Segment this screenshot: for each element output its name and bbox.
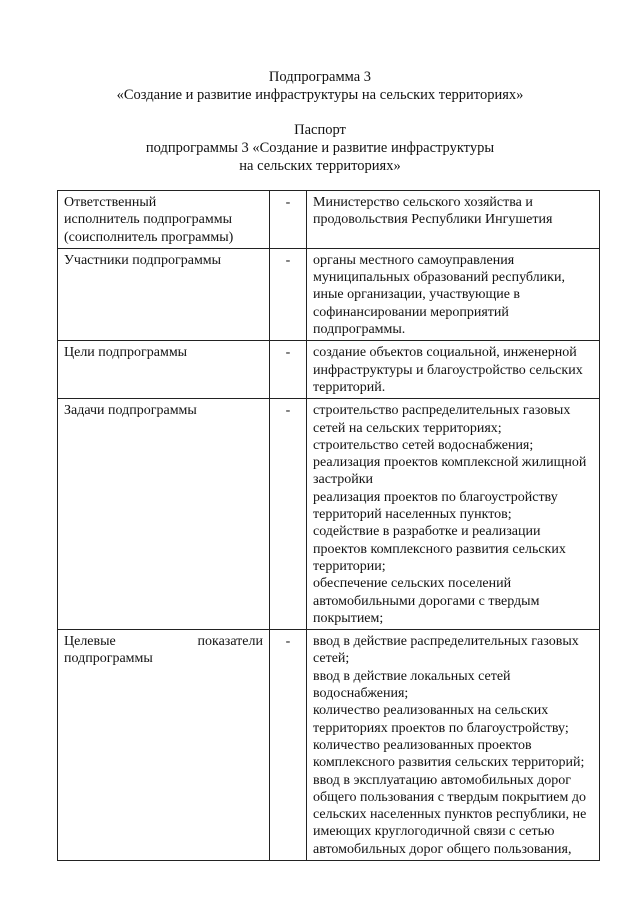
row-content-line: застройки	[313, 472, 374, 488]
dash-cell: -	[270, 341, 307, 399]
row-content-line: имеющих круглогодичной связи с сетью	[313, 824, 555, 840]
row-content-line: реализация проектов по благоустройству	[313, 489, 558, 505]
passport-table	[57, 190, 600, 861]
row-content-line: проектов комплексного развития сельских	[313, 541, 566, 557]
subprogram-heading	[0, 68, 640, 104]
row-content-line: обеспечение сельских поселений	[313, 576, 512, 592]
row-content-cell	[307, 399, 600, 630]
row-content-line: строительство распределительных газовых	[313, 403, 571, 419]
row-label-cell	[58, 191, 270, 249]
row-content-line: инфраструктуры и благоустройство сельских	[313, 362, 583, 378]
row-content-cell	[307, 191, 600, 249]
row-content-line: сетей;	[313, 651, 350, 667]
row-content-line: территориях проектов по благоустройству;	[313, 720, 569, 736]
row-content-line: реализация проектов комплексной жилищной	[313, 455, 587, 471]
row-content-line: продовольствия Республики Ингушетия	[313, 212, 553, 228]
table-row	[58, 399, 600, 630]
row-label-line: (соисполнитель программы)	[64, 229, 234, 245]
row-label-cell	[58, 630, 270, 861]
dash-cell: -	[270, 248, 307, 340]
row-content-line: иные организации, участвующие в	[313, 287, 521, 303]
row-content-line: автомобильных дорог общего пользования,	[313, 841, 572, 857]
row-content-line: количество реализованных на сельских	[313, 703, 549, 719]
row-content-line: территорий.	[313, 379, 386, 395]
row-content-line: органы местного самоуправления	[313, 252, 515, 268]
row-content-line: ввод в действие распределительных газовых	[313, 634, 579, 650]
row-label-line: Участники подпрограммы	[64, 252, 222, 268]
row-label-word: Целевые	[64, 634, 116, 650]
table-row	[58, 191, 600, 249]
passport-subtitle-line2: на сельских территориях»	[239, 158, 401, 174]
row-label-line	[64, 633, 263, 650]
row-content-cell	[307, 630, 600, 861]
row-content-line: территорий населенных пунктов;	[313, 507, 512, 523]
table-row	[58, 341, 600, 399]
row-content-line: софинансировании мероприятий	[313, 304, 509, 320]
row-label-line: Задачи подпрограммы	[64, 403, 197, 419]
row-content-line: сельских населенных пунктов республики, не	[313, 807, 587, 823]
row-label-cell	[58, 341, 270, 399]
row-label-line: Ответственный	[64, 195, 157, 210]
row-content-line: количество реализованных проектов	[313, 737, 532, 753]
row-label-cell	[58, 399, 270, 630]
row-label-line: подпрограммы	[64, 651, 153, 667]
row-content-cell	[307, 248, 600, 340]
row-content-line: муниципальных образований республики,	[313, 270, 565, 286]
row-content-line: покрытием;	[313, 610, 384, 626]
row-content-line: сетей на сельских территориях;	[313, 420, 502, 436]
row-label-word: показатели	[197, 634, 263, 650]
passport-title: Паспорт	[294, 122, 346, 138]
row-content-line: содействие в разработке и реализации	[313, 524, 541, 540]
row-content-line: подпрограммы.	[313, 322, 406, 338]
row-content-line: комплексного развития сельских территорий;	[313, 755, 585, 771]
row-content-line: водоснабжения;	[313, 686, 409, 702]
row-content-line: ввод в действие локальных сетей	[313, 668, 511, 684]
row-content-line: Министерство сельского хозяйства и	[313, 195, 533, 210]
dash-cell: -	[270, 399, 307, 630]
row-content-line: ввод в эксплуатацию автомобильных дорог	[313, 772, 571, 788]
table-row	[58, 248, 600, 340]
row-content-line: территории;	[313, 558, 386, 574]
dash-cell: -	[270, 191, 307, 249]
subprogram-number: Подпрограмма 3	[268, 69, 372, 85]
subprogram-title: «Создание и развитие инфраструктуры на сельских территориях»	[116, 87, 524, 103]
row-content-line: создание объектов социальной, инженерной	[313, 345, 577, 361]
row-content-cell	[307, 341, 600, 399]
dash-cell: -	[270, 630, 307, 861]
row-content-line: общего пользования с твердым покрытием до	[313, 789, 586, 805]
row-label-line: Цели подпрограммы	[64, 345, 188, 361]
row-label-line: исполнитель подпрограммы	[64, 212, 232, 228]
passport-subtitle-line1: подпрограммы 3 «Создание и развитие инфраструктуры	[145, 140, 495, 156]
row-content-line: автомобильными дорогами с твердым	[313, 593, 540, 609]
passport-heading	[0, 121, 640, 175]
row-label-cell	[58, 248, 270, 340]
row-content-line: строительство сетей водоснабжения;	[313, 437, 534, 453]
table-row	[58, 630, 600, 861]
